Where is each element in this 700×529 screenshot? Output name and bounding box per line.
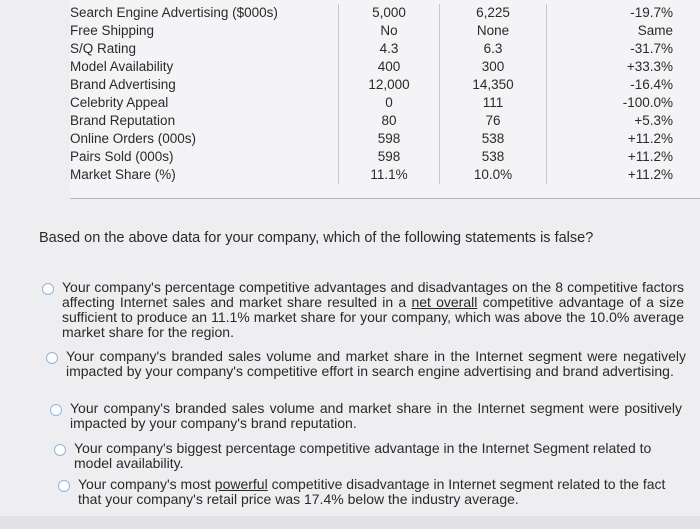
option-4[interactable]: Your company's biggest percentage competitive advantage in the Internet Segment related to model availability. [54,441,690,471]
table-row [70,4,673,22]
bottom-edge [0,516,700,529]
table-cell-v2: 10.0% [440,166,547,184]
question-text: Based on the above data for your company, which of the following statements is false? [39,230,594,246]
table-row [70,94,673,112]
table-cell-v2: 14,350 [440,76,547,94]
table-cell-v3: +33.3% [547,58,674,76]
radio-button[interactable] [46,352,58,364]
radio-button[interactable] [42,283,54,295]
table-cell-v1: 598 [339,130,440,148]
table-cell-label: Celebrity Appeal [70,95,169,110]
table-cell-label: Model Availability [70,59,174,74]
table-cell-v2: 6.3 [440,40,547,58]
table-cell-label: Search Engine Advertising ($000s) [70,5,278,20]
table-cell-v3: -100.0% [547,94,674,112]
table-cell-v3: -19.7% [547,4,674,22]
table-row [70,112,673,130]
table-cell-v2: 538 [440,130,547,148]
table-row [70,166,673,184]
table-cell-label: Brand Advertising [70,77,176,92]
option-1[interactable]: Your company's percentage competitive advantages and disadvantages on the 8 competitive factors affecting Internet sales and market share resulted in a net overall competitive advantage of a size sufficient to produce an 11.1% market share for your company, which was above the 10.0% average market share for the region. [42,280,692,340]
table-cell-v2: 538 [440,148,547,166]
table-cell-v2: 76 [440,112,547,130]
radio-button[interactable] [50,404,62,416]
table-cell-label: Free Shipping [70,23,155,38]
table-row [70,130,673,148]
option-3[interactable]: Your company's branded sales volume and market share in the Internet segment were positively impacted by your company's brand reputation. [50,401,690,431]
table-cell-v2: 6,225 [440,4,547,22]
table-cell-v1: No [339,22,440,40]
table-cell-v3: +5.3% [547,112,674,130]
table-row [70,148,673,166]
table-cell-v1: 598 [339,148,440,166]
table-cell-v3: -31.7% [547,40,674,58]
table-row [70,22,673,40]
table-cell-v2: None [440,22,547,40]
table-cell-v1: 80 [339,112,440,130]
table-cell-v3: -16.4% [547,76,674,94]
table-cell-v1: 0 [339,94,440,112]
table-cell-v1: 4.3 [339,40,440,58]
table-cell-v1: 11.1% [339,166,440,184]
table-cell-label: Online Orders (000s) [70,131,197,146]
table-row [70,40,673,58]
table-cell-v3: Same [547,22,674,40]
data-table-panel [70,0,700,199]
option-2[interactable]: Your company's branded sales volume and market share in the Internet segment were negatively impacted by your company's competitive effort in search engine advertising and brand advertising. [46,349,692,379]
table-cell-v2: 111 [440,94,547,112]
table-cell-v3: +11.2% [547,130,674,148]
table-cell-v2: 300 [440,58,547,76]
radio-button[interactable] [58,480,70,492]
option-5[interactable]: Your company's most powerful competitive disadvantage in Internet segment related to the fact that your company's retail price was 17.4% below the industry average. [58,477,690,507]
table-cell-label: Market Share (%) [70,167,176,182]
table-cell-v1: 12,000 [339,76,440,94]
radio-button[interactable] [54,444,66,456]
table-cell-label: Brand Reputation [70,113,176,128]
table-cell-v3: +11.2% [547,148,674,166]
table-row [70,58,673,76]
table-cell-v3: +11.2% [547,166,674,184]
table-cell-label: Pairs Sold (000s) [70,149,174,164]
table-cell-label: S/Q Rating [70,41,137,56]
table-row [70,76,673,94]
table-cell-v1: 5,000 [339,4,440,22]
competitive-data-table [70,4,673,184]
table-cell-v1: 400 [339,58,440,76]
